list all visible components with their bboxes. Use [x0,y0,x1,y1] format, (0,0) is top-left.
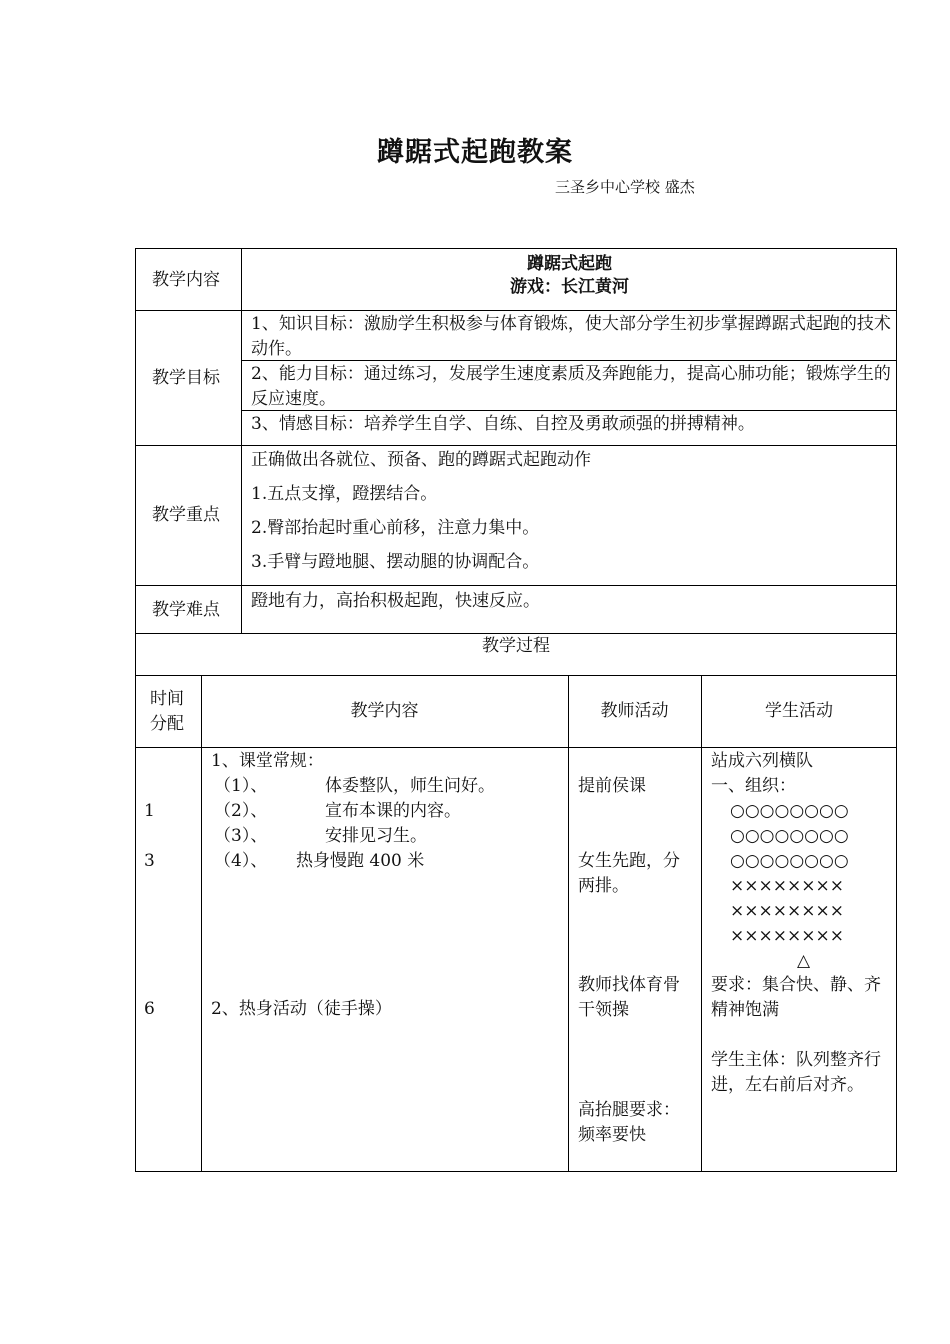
routine-text: 热身慢跑 400 米 [296,851,425,871]
routine-text: 宣布本课的内容。 [325,801,461,821]
teacher-activity: 女生先跑，分两排。 [578,851,680,896]
routine-num: （2）、 [214,801,268,821]
header-student: 学生活动 [765,701,833,721]
formation-row-circles: ○○○○○○○○ [730,851,849,871]
key-points-label: 教学重点 [152,505,220,525]
routine-text: 安排见习生。 [325,826,427,846]
routine-num: （4）、 [214,851,268,871]
key-point-item: 1.五点支撑，蹬摆结合。 [251,484,438,504]
column-divider [201,675,202,1172]
formation-row-circles: ○○○○○○○○ [730,826,849,846]
teacher-activity: 高抬腿要求：频率要快 [578,1100,680,1145]
page-title: 蹲踞式起跑教案 [377,137,573,168]
routine-num: （3）、 [214,826,268,846]
formation-row-circles: ○○○○○○○○ [730,801,849,821]
content-label: 教学内容 [152,270,220,290]
organize-label: 一、组织： [711,776,796,796]
header-divider [135,747,897,748]
student-subject: 学生主体：队列整齐行进，左右前后对齐。 [711,1050,881,1095]
author-line: 三圣乡中心学校 盛杰 [555,178,695,196]
column-divider [701,675,702,1172]
warmup-activity: 2、热身活动（徒手操） [211,999,392,1019]
goals-label: 教学目标 [152,368,220,388]
content-game: 游戏：长江黄河 [510,277,629,297]
column-divider [568,675,569,1172]
routine-title: 1、课堂常规： [211,751,324,771]
formation-row-crosses: ×××××××× [730,926,844,946]
teacher-activity: 教师找体育骨干领操 [578,975,680,1020]
goal-emotion: 3、情感目标：培养学生自学、自练、自控及勇敢顽强的拼搏精神。 [251,414,755,434]
formation-title: 站成六列横队 [711,751,813,771]
label-column-divider [241,248,242,633]
row-divider [135,445,897,446]
teacher-activity: 提前侯课 [578,776,646,796]
time-value: 3 [144,851,155,871]
goal-ability: 2、能力目标：通过练习，发展学生速度素质及奔跑能力，提高心肺功能；锻炼学生的反应速度。 [251,364,891,409]
row-divider [135,310,897,311]
row-divider [135,585,897,586]
key-point-item: 正确做出各就位、预备、跑的蹲踞式起跑动作 [251,450,591,470]
time-value: 1 [144,801,155,821]
difficulty-label: 教学难点 [152,600,220,620]
process-title: 教学过程 [482,636,550,656]
header-teacher: 教师活动 [600,701,669,721]
formation-row-crosses: ×××××××× [730,901,844,921]
routine-num: （1）、 [214,776,268,796]
header-content: 教学内容 [350,701,419,721]
time-value: 6 [144,999,155,1019]
content-topic: 蹲踞式起跑 [527,254,612,274]
header-time: 时间分配 [150,689,184,734]
key-point-item: 3.手臂与蹬地腿、摆动腿的协调配合。 [251,552,540,572]
formation-row-crosses: ×××××××× [730,876,844,896]
student-requirement: 要求：集合快、静、齐精神饱满 [711,975,881,1020]
teacher-position-triangle: △ [797,951,811,971]
routine-text: 体委整队，师生问好。 [325,776,495,796]
difficulty-text: 蹬地有力，高抬积极起跑，快速反应。 [251,591,540,611]
key-point-item: 2.臀部抬起时重心前移，注意力集中。 [251,518,540,538]
goal-knowledge: 1、知识目标：激励学生积极参与体育锻炼，使大部分学生初步掌握蹲踞式起跑的技术动作。 [251,314,891,359]
